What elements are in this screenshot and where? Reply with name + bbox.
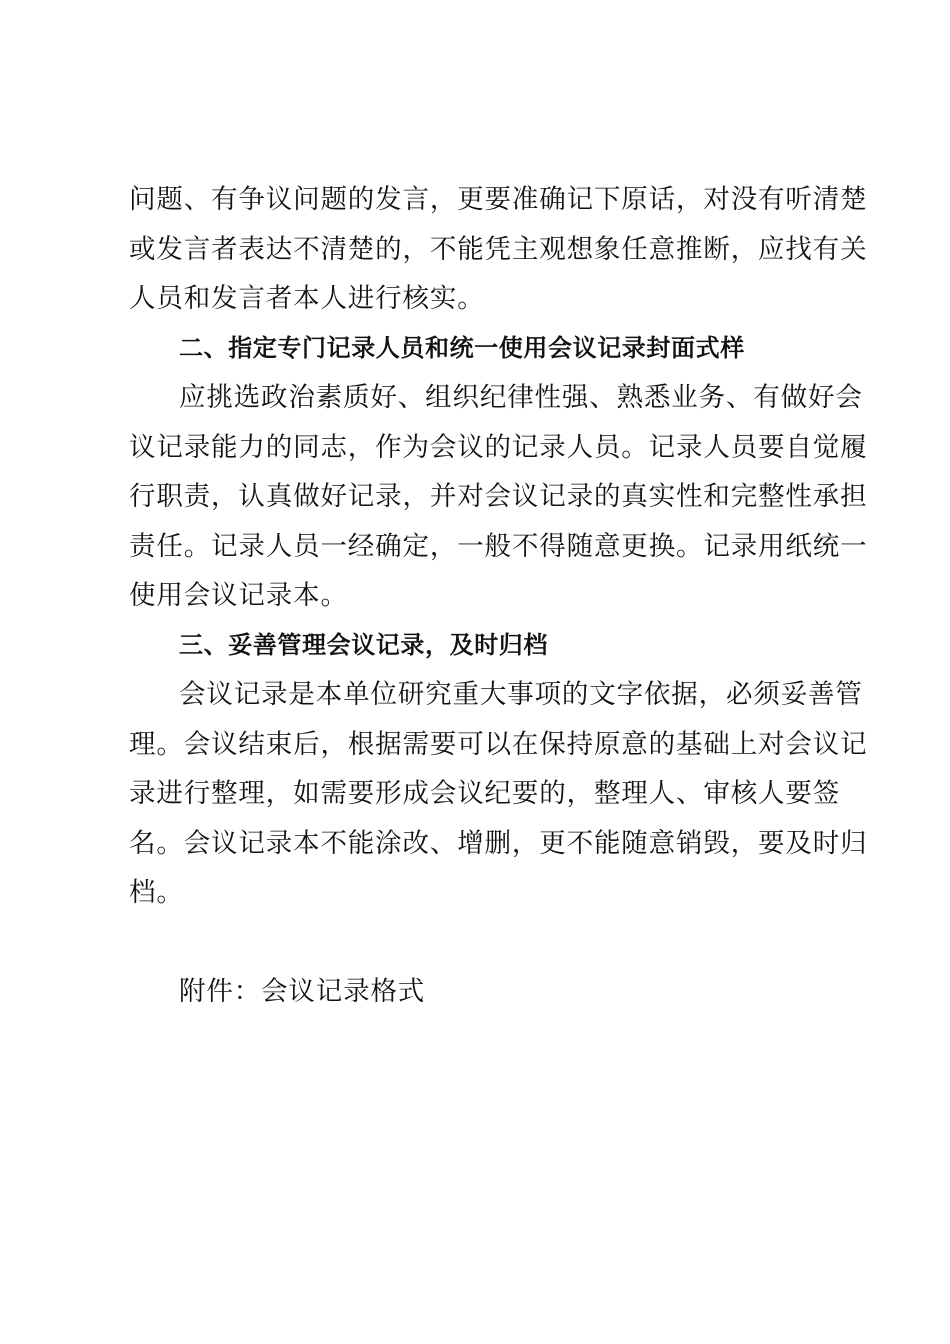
paragraph-line: 档。 [129, 877, 184, 908]
document-page [129, 175, 868, 1017]
blank-line [129, 918, 821, 968]
paragraph-line: 议记录能力的同志，作为会议的记录人员。记录人员要自觉履 [129, 431, 868, 463]
attachment-note: 附件：会议记录格式 [179, 976, 426, 1007]
paragraph-line: 责任。记录人员一经确定，一般不得随意更换。记录用纸统一 [129, 530, 868, 562]
paragraph-line: 名。会议记录本不能涂改、增删，更不能随意销毁，要及时归 [129, 827, 868, 859]
section-2-heading: 二、指定专门记录人员和统一使用会议记录封面式样 [179, 333, 745, 362]
paragraph-line: 行职责，认真做好记录，并对会议记录的真实性和完整性承担 [129, 481, 868, 512]
paragraph-line: 或发言者表达不清楚的，不能凭主观想象任意推断，应找有关 [129, 233, 868, 265]
section-3-heading: 三、妥善管理会议记录，及时归档 [179, 630, 548, 659]
paragraph-line: 应挑选政治素质好、组织纪律性强、熟悉业务、有做好会 [179, 382, 863, 413]
continued-paragraph [129, 175, 868, 324]
paragraph-line: 问题、有争议问题的发言，更要准确记下原话，对没有听清楚 [129, 184, 868, 215]
paragraph-line: 录进行整理，如需要形成会议纪要的，整理人、审核人要签 [129, 778, 841, 809]
paragraph-line: 会议记录是本单位研究重大事项的文字依据，必须妥善管 [179, 679, 863, 710]
section-2 [129, 324, 868, 621]
paragraph-line: 人员和发言者本人进行核实。 [129, 283, 485, 314]
paragraph-line: 理。会议结束后，根据需要可以在保持原意的基础上对会议记 [129, 728, 868, 760]
paragraph-line: 使用会议记录本。 [129, 580, 348, 611]
section-3 [129, 621, 868, 918]
